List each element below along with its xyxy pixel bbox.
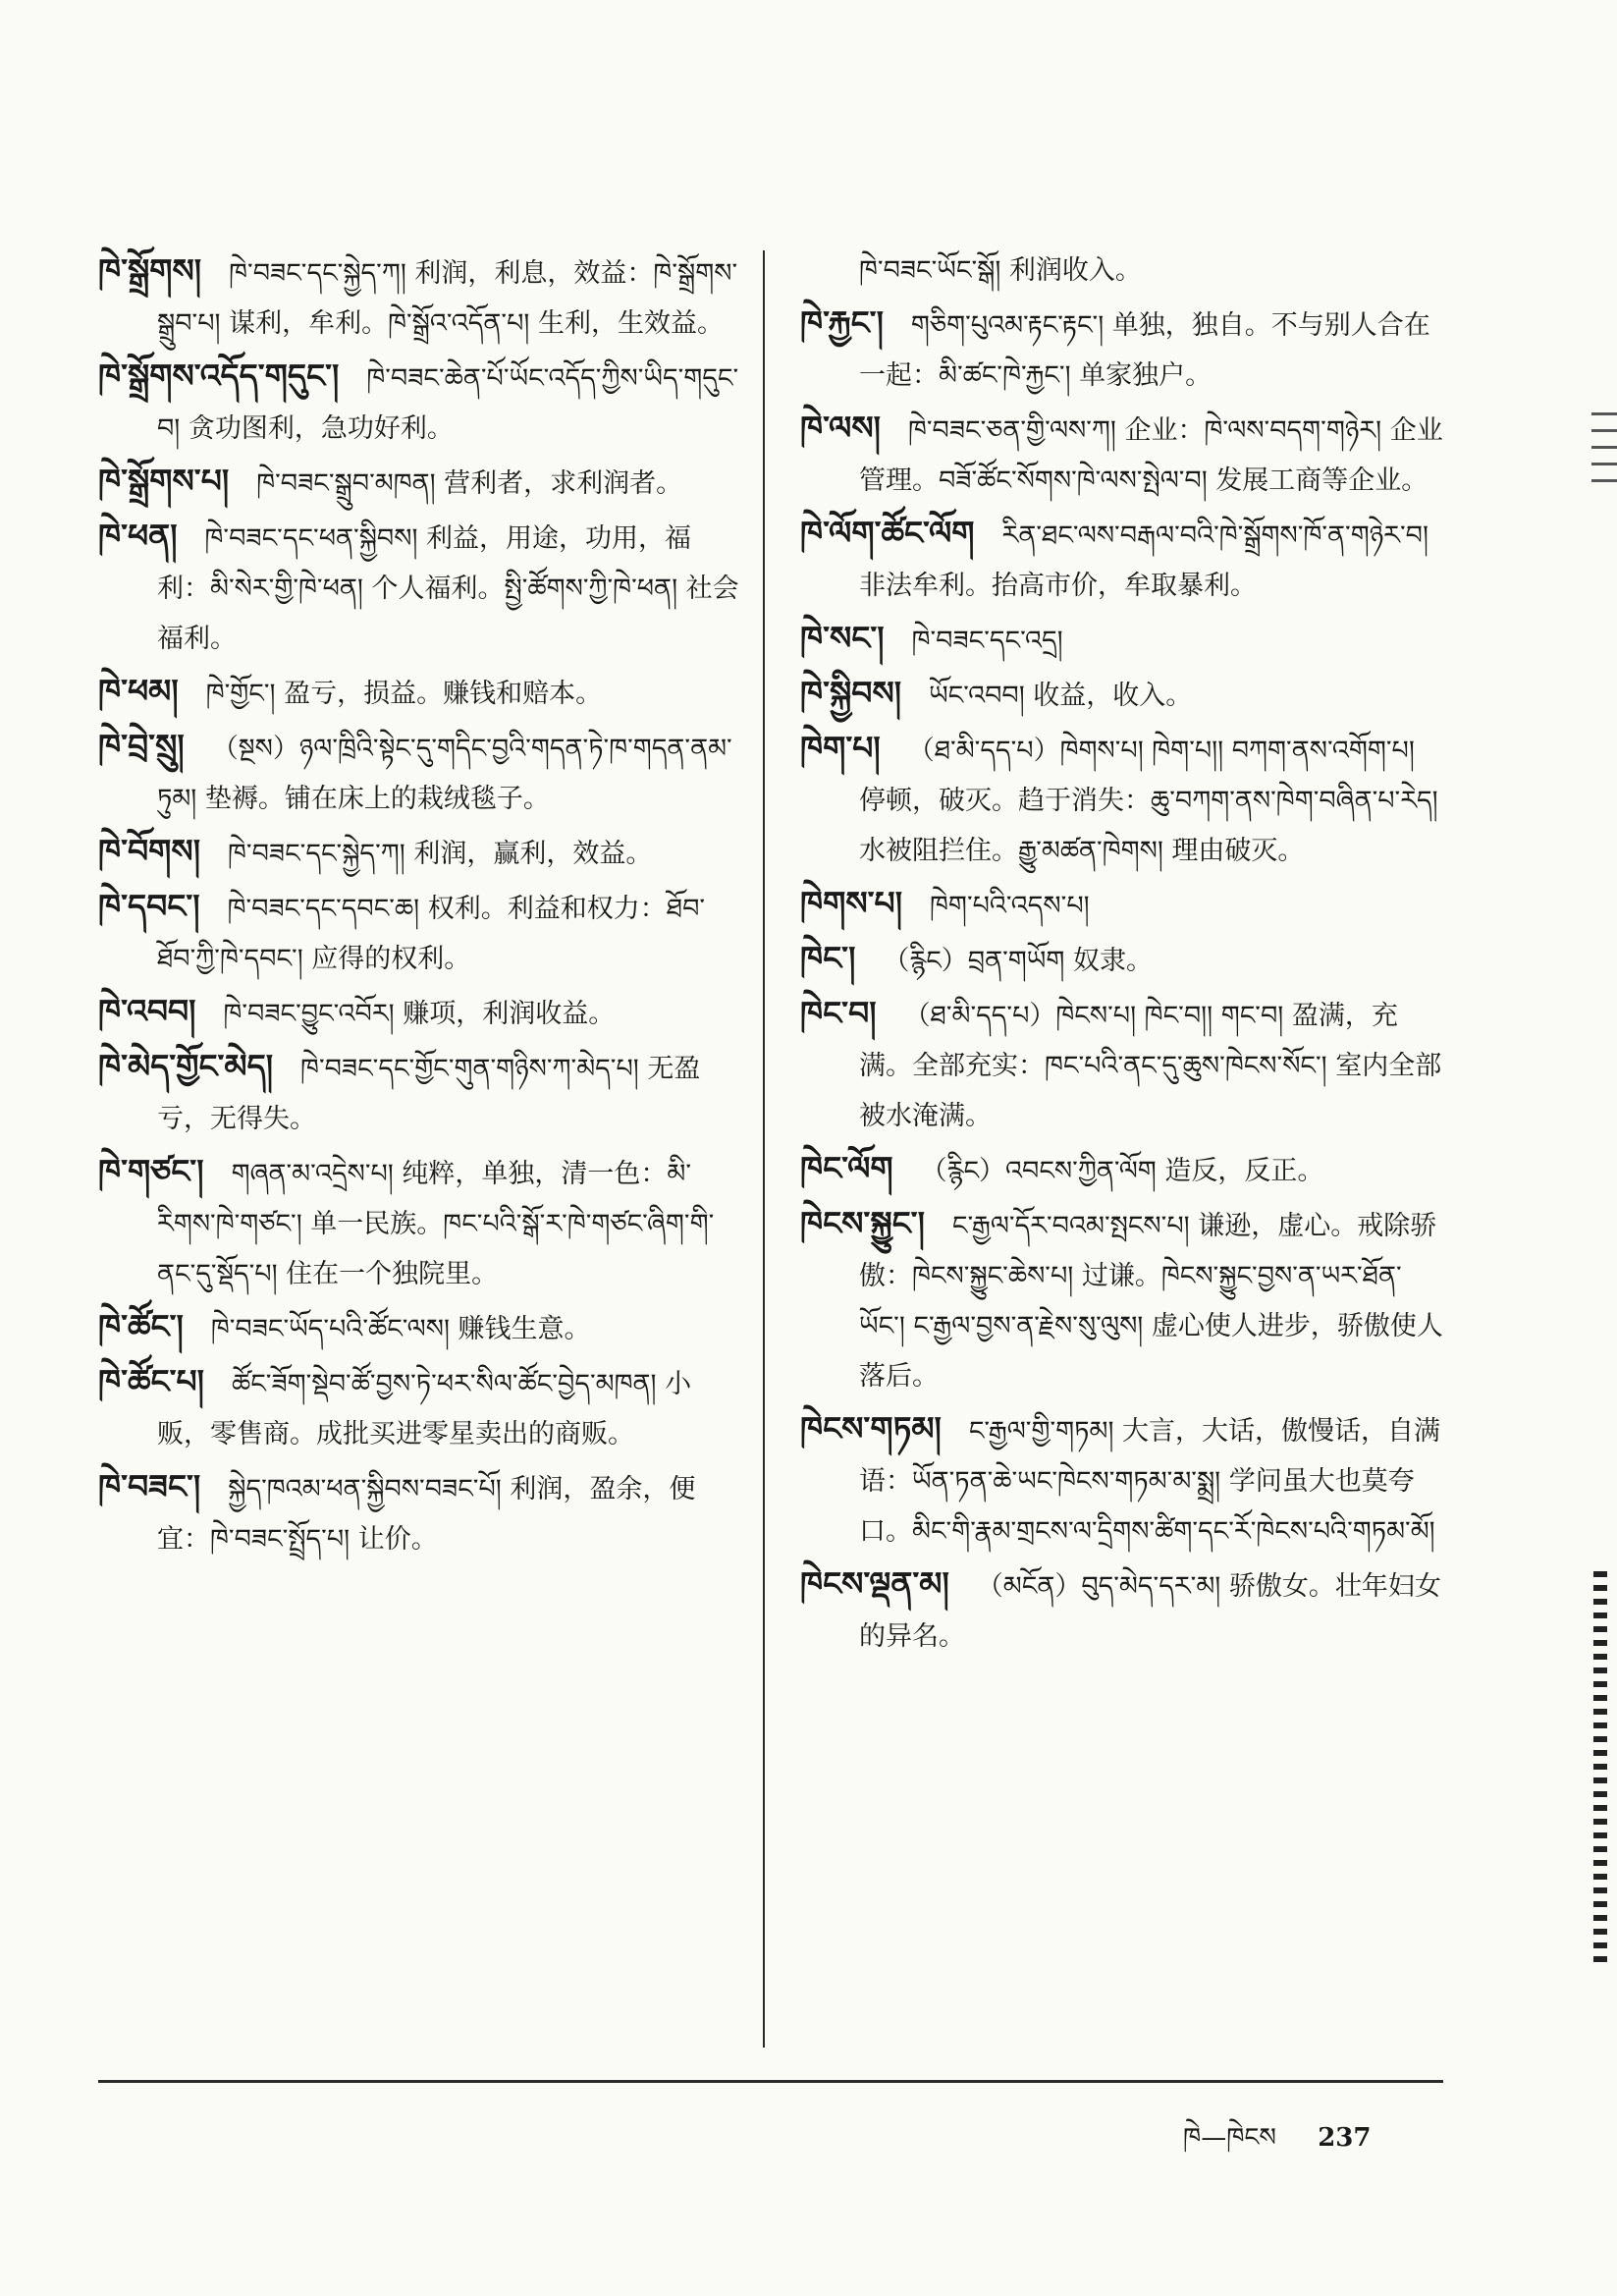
dictionary-entry	[98, 456, 741, 509]
dictionary-entry	[98, 1461, 741, 1564]
entry-headword: ཁེ་དབང་།	[98, 887, 200, 925]
entry-definition: ཁེ་བཟང་དང་གྱོང་གུན་གཉིས་ཀ་མེད་པ། 无盈亏，无得失。	[157, 1054, 701, 1134]
entry-definition: ཁེ་བཟང་ཅན་གྱི་ལས་ཀ། 企业：ཁེ་ལས་བདག་གཉེར། 企业管理。བཟོ་ཚོང་སོགས་ཁེ་ལས་སྤེལ་བ། 发展工商等企业。	[859, 415, 1443, 496]
dictionary-entry	[98, 511, 741, 664]
dictionary-entry	[98, 1146, 741, 1299]
entry-definition: ཁེ་བཟང་དང་འདྲ།	[911, 626, 1063, 656]
right-column	[800, 246, 1443, 1664]
entry-definition: སྐྱེད་ཁའམ་ཕན་སྐྱིབས་བཟང་པོ། 利润，盈余，便宜：ཁེ་བཟང་སྤྲོད་པ། 让价。	[157, 1474, 696, 1555]
entry-definition: ཚོང་ཟོག་སྡེབ་ཚོ་བྱས་ཏེ་ཕར་སིལ་ཚོང་བྱེད་མཁན། 小贩，零售商。成批买进零星卖出的商贩。	[157, 1369, 692, 1449]
dictionary-entry	[800, 878, 1443, 931]
entry-headword: ཁེ་མེད་གྱོང་མེད།	[98, 1047, 274, 1085]
entry-headword: ཁེང་ལོག	[800, 1149, 893, 1187]
entry-headword: ཁེ་ལོག་ཚོང་ལོག	[800, 514, 975, 552]
entry-definition: （ཐ་མི་དད་པ）ཁེགས་པ། ཁེག་པ།། བཀག་ནས་འགོག་པ། 停顿，破灭。趋于消失：ཆུ་བཀག་ནས་ཁེག་བཞིན་པ་རེད། 水被阻拦住。རྒྱུ་མཚན་ཁེགས། 理由破灭。	[859, 736, 1438, 866]
footer-rule	[98, 2080, 1443, 2083]
entry-headword: ཁེ་འབབ།	[98, 992, 196, 1030]
entry-definition: ཁེ་བཟང་དང་ཕན་སྐྱིབས། 利益，用途，功用，福利：མི་སེར་གྱི་ཁེ་ཕན། 个人福利。སྤྱི་ཚོགས་ཀྱི་ཁེ་ཕན། 社会福利。	[157, 523, 739, 654]
dictionary-entry	[98, 351, 741, 454]
entry-headword: ཁེག་པ།	[800, 729, 881, 767]
dictionary-entry	[800, 933, 1443, 986]
entry-definition: （སྔས）ཉལ་ཁྲིའི་སྟེང་དུ་གདིང་བྱའི་གདན་ཏེ་ཁ་གདན་ནམ་ཏུམ། 垫褥。铺在床上的栽绒毯子。	[157, 734, 732, 814]
dictionary-entry	[800, 988, 1443, 1141]
page-number: 237	[1318, 2123, 1372, 2153]
entry-definition: ཡོང་འབབ། 收益，收入。	[929, 681, 1193, 711]
dictionary-entry	[800, 1403, 1443, 1557]
dictionary-entry	[800, 403, 1443, 506]
entry-definition: ཁེ་གྱོང་། 盈亏，损益。赚钱和赔本。	[205, 679, 603, 709]
dictionary-entry	[98, 246, 741, 349]
entry-headword: ཁེགས་པ།	[800, 884, 903, 922]
page-footer	[1183, 2109, 1372, 2181]
entry-definition: ང་རྒྱལ་དོར་བའམ་སྤངས་པ། 谦逊，虚心。戒除骄傲：ཁེངས་སྐྱུང་ཆེས་པ། 过谦。ཁེངས་སྐྱུང་བྱས་ན་ཡར་ཐོན་ཡོང་། ང་རྒྱལ་བྱས་ན་རྗེས་སུ་ལུས། 虚心使人进步，骄傲使人落后。	[859, 1211, 1443, 1392]
dictionary-entry	[98, 666, 741, 719]
dictionary-entry	[800, 723, 1443, 876]
entry-definition: （ཐ་མི་དད་པ）ཁེངས་པ། ཁེང་བ།། གང་བ། 盈满，充满。全部充实：ཁང་པའི་ནང་དུ་ཆུས་ཁེངས་སོང་། 室内全部被水淹满。	[859, 1001, 1442, 1131]
entry-headword: ཁེ་སྒྲོགས་འདོད་གདུང་།	[98, 356, 340, 395]
entry-headword: ཁེ་སང་།	[800, 619, 885, 657]
dictionary-entry	[800, 298, 1443, 401]
dictionary-entry	[98, 1301, 741, 1354]
edge-bar-mark	[1593, 1571, 1607, 1964]
dictionary-entry	[800, 508, 1443, 611]
entry-headword: ཁེ་ཕམ།	[98, 672, 179, 710]
entry-definition: རིན་ཐང་ལས་བརྒལ་བའི་ཁེ་སྒྲོགས་ཁོ་ན་གཉེར་བ། 非法牟利。抬高市价，牟取暴利。	[859, 520, 1428, 601]
entry-definition: ཁེ་བཟང་དང་སྐྱེད་ཀ། 利润，赢利，效益。	[228, 839, 653, 869]
entry-headword: ཁེང་བ།	[800, 994, 877, 1032]
entry-definition: ཁེ་བཟང་ཆེན་པོ་ཡོང་འདོད་ཀྱིས་ཡིད་གདུང་བ། 贪功图利，急功好利。	[157, 363, 739, 444]
entry-definition: གཅིག་པུའམ་རྟང་རྟང་། 单独，独自。不与别人合在一起：མི་ཚང་ཁེ་རྐྱང་། 单家独户。	[859, 310, 1430, 391]
entry-headword: ཁེ་གཙང་།	[98, 1152, 204, 1190]
entry-headword: ཁེངས་ལྡན་མ།	[800, 1564, 949, 1603]
running-head-range: ཁེ—ཁེངས	[1183, 2123, 1276, 2153]
entry-headword: ཁེང་།	[800, 939, 856, 977]
entry-headword: ཁེ་བཟང་།	[98, 1467, 201, 1505]
dictionary-entry	[98, 986, 741, 1039]
entry-definition: ཁེག་པའི་འདས་པ།	[930, 891, 1090, 921]
entry-headword: ཁེངས་གཏམ།	[800, 1409, 942, 1448]
entry-definition: ང་རྒྱལ་གྱི་གཏམ། 大言，大话，傲慢话，自满语：ཡོན་ཏན་ཆེ་ཡང་ཁེངས་གཏམ་མ་སྨྲ། 学问虽大也莫夸口。མིང་གི་རྣམ་གྲངས་ལ་དྲིགས་ཚིག་དང་རོ་ཁེངས་པའི་གཏམ་མོ།	[859, 1416, 1441, 1547]
entry-definition: ཁེ་བཟང་ཡོང་སྒོ། 利润收入。	[859, 255, 1142, 286]
left-column	[98, 246, 741, 1566]
entry-definition: （རྙིང）བྲན་གཡོག 奴隶。	[883, 946, 1153, 976]
dictionary-entry	[98, 826, 741, 879]
dictionary-entry	[98, 881, 741, 984]
entry-definition: ཁེ་བཟང་སྒྲུབ་མཁན། 营利者，求利润者。	[256, 468, 683, 499]
entry-definition: ཁེ་བཟང་དང་སྐྱེད་ཀ། 利润，利息，效益：ཁེ་སྒྲོགས་སྒྲུབ་པ། 谋利，牟利。ཁེ་སྒྲོའ་འདོན་པ། 生利，生效益。	[157, 258, 738, 339]
dictionary-entry	[800, 668, 1443, 721]
entry-headword: ཁེ་སྒྲོགས།	[98, 251, 202, 290]
entry-headword: ཁེ་རྐྱང་།	[800, 303, 884, 342]
entry-headword: ཁེ་ཚོང་།	[98, 1307, 184, 1345]
entry-definition: ཁེ་བཟང་ཡོད་པའི་ཚོང་ལས། 赚钱生意。	[210, 1314, 591, 1344]
entry-definition: （རྙིང）འབངས་ཀྱིན་ལོག 造反，反正。	[920, 1156, 1324, 1186]
dictionary-entry	[800, 613, 1443, 666]
dictionary-entry	[800, 1198, 1443, 1401]
edge-tab-marks	[1591, 412, 1617, 540]
entry-definition: ཁེ་བཟང་དང་དབང་ཆ། 权利。利益和权力：ཐོབ་ཐོབ་ཀྱི་ཁེ་དབང་། 应得的权利。	[157, 894, 706, 974]
entry-headword: ཁེ་བོགས།	[98, 832, 201, 870]
dictionary-entry	[98, 1041, 741, 1144]
dictionary-entry	[800, 1143, 1443, 1196]
entry-headword: ཁེངས་སྐྱུང་།	[800, 1204, 925, 1242]
entry-headword: ཁེ་ཚོང་པ།	[98, 1362, 204, 1400]
dictionary-entry	[98, 721, 741, 824]
entry-headword: ཁེ་བྲེ་སྲུ།	[98, 727, 185, 765]
entry-headword: ཁེ་ལས།	[800, 409, 881, 447]
entry-definition: ཁེ་བཟང་བྱུང་འབོར། 赚项，利润收益。	[223, 999, 616, 1029]
dictionary-entry	[800, 1558, 1443, 1662]
entry-definition: གཞན་མ་འདྲེས་པ། 纯粹，单独，清一色：མི་རིགས་ཁེ་གཙང་། 单一民族。ཁང་པའི་སྒོ་ར་ཁེ་གཙང་ཞིག་གི་ནང་དུ་སྡོད་པ། 住在一个独院里。	[157, 1159, 715, 1289]
dictionary-entry	[98, 1356, 741, 1459]
entry-headword: ཁེ་སྒྲོགས་པ།	[98, 462, 230, 500]
column-divider	[763, 250, 765, 2048]
entry-headword: ཁེ་ཕན།	[98, 517, 178, 555]
dictionary-entry	[800, 246, 1443, 296]
entry-definition: （མངོན）བུད་མེད་དར་མ། 骄傲女。壮年妇女的异名。	[859, 1571, 1441, 1652]
entry-headword: ཁེ་སྐྱིབས།	[800, 674, 902, 712]
